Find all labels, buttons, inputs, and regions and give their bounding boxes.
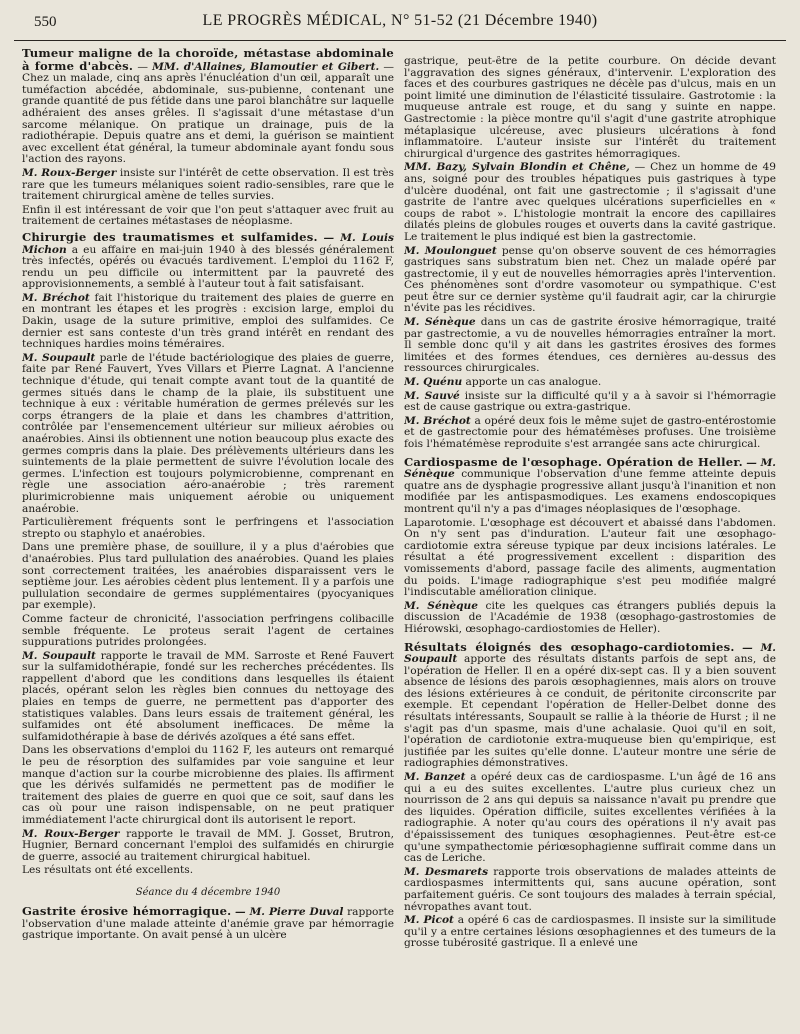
article-paragraph: Particulièrement fréquents sont le perfringens et l'association strepto ou staphylo et anaérobies. xyxy=(22,516,394,540)
speaker-name: M. Bréchot xyxy=(404,414,471,427)
article-paragraph: Comme facteur de chronicité, l'association perfringens colibacille semble fréquente. Le proteus serait l'agent de certaines suppurations putrides prolongées. xyxy=(22,612,394,649)
right-column xyxy=(404,56,776,1030)
article-paragraph xyxy=(22,903,394,942)
speaker-name: M. Desmarets xyxy=(404,865,489,878)
page-number: 550 xyxy=(34,14,57,30)
paragraph-text: a opéré deux fois le même sujet de gastro-entérostomie et de gastrectomie pour des hématémèses profuses. Une troisième fois l'hématémèse reproduite s'est arrangée sans acte chirurgical. xyxy=(404,414,776,450)
article-authors: — M. Pierre Duval xyxy=(235,905,344,918)
journal-title: LE PROGRÈS MÉDICAL, N° 51-52 (21 Décembre 1940) xyxy=(202,12,598,29)
article-authors: — M. Sénèque xyxy=(404,456,776,481)
article-paragraph: Dans les observations d'emploi du 1162 F, les auteurs ont remarqué le peu de résorption des sulfamides par voie sanguine et leur manque d'action sur la courbe microbienne des plaies. Ils affirment que les dérivés sulfamidés ne permettent pas de modifier le traitement des plaies de guerre en quoi que ce soit, sauf dans les cas où pour une raison indispensable, on ne peut pratiquer immédiatement l'acte chirurgical dont ils autorisent le report. xyxy=(22,744,394,826)
article-choroid-tumor xyxy=(22,48,394,228)
article-paragraph: gastrique, peut-être de la petite courbure. On décide devant l'aggravation des signes généraux, d'intervenir. L'exploration des faces et des courbures gastriques ne décèle pas d'ulcus, mais en un point limité une diminution de l'élasticité tissulaire. Gastrotomie : la muqueuse antrale est rouge, et du sang y suinte en nappe. Gastrectomie : la pièce montre qu'il s'agit d'une gastrite atrophique métaplasique ulcéreuse, avec plusieurs ulcérations à fond inflammatoire. L'auteur insiste sur l'intérêt du traitement chirurgical d'urgence des gastrites hémorragiques. xyxy=(404,56,776,160)
article-paragraph xyxy=(404,454,776,516)
article-paragraph: Les résultats ont été excellents. xyxy=(22,864,194,877)
article-paragraph xyxy=(404,772,776,865)
speaker-name: M. Soupault xyxy=(22,649,96,662)
speaker-name: M. Bréchot xyxy=(22,291,90,304)
speaker-name: M. Roux-Berger xyxy=(22,827,120,840)
paragraph-text: rapporte le travail de MM. Sarroste et René Fauvert sur la sulfamidothérapie, fondé sur les recherches précédentes. Ils rappellent d'abord que les conditions dans lesquelles ils étaient placés, opérant selon les règles bien connues du nettoyage des plaies en temps de guerre, ne permettent pas d'apporter des statistiques valables. Dans leurs essais de traitement général, les sulfamides ont été absolument inefficaces. De même la sulfamidothérapie à base de dérivés azoïques a été sans effet. xyxy=(22,649,394,743)
speaker-name: M. Sénèque xyxy=(404,599,478,612)
speaker-name: M. Picot xyxy=(404,914,454,927)
speaker-name: M. Roux-Berger xyxy=(22,166,117,179)
article-erosive-gastritis-continued xyxy=(404,56,776,451)
paragraph-text: fait l'historique du traitement des plaies de guerre en en montrant les étapes et les progrès : excision large, emploi du Dakin, usage de la suture primitive, emploi des sulfamides. Ce dernier est sans conteste d'un très grand intérêt en rendant des techniques hardies moins téméraires. xyxy=(22,291,394,351)
speaker-name: M. Sénèque xyxy=(404,316,476,329)
article-authors: MM. d'Allaines, Blamoutier et Gibert. xyxy=(152,60,380,73)
article-paragraph xyxy=(404,416,776,451)
article-heading: Résultats éloignés des œsophago-cardiotomies. xyxy=(404,639,735,654)
paragraph-text: parle de l'étude bactériologique des plaies de guerre, faite par René Fauvert, Yves Villars et Pierre Lagnat. A l'ancienne technique d'étude, qui tenait compte avant tout de la quantité de germes situés dans le champ de la plaie, ils substituent une technique à eux : véritable humération de germes prélevés sur les corps étrangers de la plaie et dans les chambres d'attrition, contrôlée par l'ensemencement ultérieur sur milieux aérobies ou anaérobies. Ainsi ils obtiennent une notion beaucoup plus exacte des germes compris dans la plaie. Des prélèvements ultérieurs dans les suintements de la plaie permettent de suivre l'évolution locale des germes. L'infection est toujours polymicrobienne, comprenant en règle une association aéro-anaérobie ; très rarement plurimicrobienne mais uniquement aérobie ou uniquement anaérobie. xyxy=(22,351,394,515)
article-paragraph xyxy=(22,829,394,864)
speaker-name: M. Banzet xyxy=(404,771,466,784)
article-paragraph xyxy=(22,168,394,203)
article-paragraph xyxy=(404,391,776,414)
article-paragraph xyxy=(404,915,776,950)
speaker-name: M. Sauvé xyxy=(404,389,460,402)
article-authors: — M. Louis Michon xyxy=(22,231,394,256)
paragraph-text: cite les quelques cas étrangers publiés depuis la discussion de l'Académie de 1938 (œsophago-gastrostomies de Hiérowski, œsophago-cardiostomies de Heller). xyxy=(404,599,776,635)
paragraph-text: — Chez un homme de 49 ans, soigné pour des troubles hépatiques puis gastriques à type d'ulcère duodénal, ont fait une gastrectomie ; il s'agissait d'une gastrite de l'antre avec quelques ulcérations superficielles en « coups de rabot ». L'histologie montrait la encore des capillaires dilatés pleins de globules rouges et ouverts dans la cavité gastrique. Le traitement le plus indiqué est bien la gastrectomie. xyxy=(404,161,776,243)
article-paragraph xyxy=(404,317,776,375)
article-paragraph xyxy=(404,377,776,389)
speaker-name: M. Soupault xyxy=(22,351,96,364)
speaker-name: M. Moulonguet xyxy=(404,244,497,257)
article-paragraph xyxy=(404,162,776,243)
article-trauma-sulfamides xyxy=(22,229,394,877)
article-paragraph xyxy=(22,353,394,515)
paragraph-text: a opéré deux cas de cardiospasme. L'un âgé de 16 ans qui a eu des suites excellentes. L'autre plus curieux chez un nourrisson de 2 ans qui depuis sa naissance n'avait pu prendre que des liquides. Opération difficile, suites excellentes vérifiées à la radiographie. A noter qu'au cours des opérations il n'y avait pas d'épaississement des tuniques œsophagiennes. Peut-être est-ce qu'une sympathectomie périœsophagienne suffirait comme dans un cas de Leriche. xyxy=(404,771,776,865)
paragraph-text: rapporte le travail de MM. J. Gosset, Brutron, Hugnier, Bernard concernant l'emploi des sulfamidés en chirurgie de guerre, associé au traitement chirurgical habituel. xyxy=(22,827,394,863)
article-heading: Chirurgie des traumatismes et sulfamides. xyxy=(22,229,318,244)
article-paragraph xyxy=(404,867,776,913)
speaker-name: MM. Bazy, Sylvain Blondin et Chêne, xyxy=(404,161,630,174)
article-paragraph xyxy=(22,293,394,351)
article-authors: — M. Soupault xyxy=(404,641,776,666)
article-erosive-gastritis xyxy=(22,903,394,942)
article-paragraph: Enfin il est intéressant de voir que l'on peut s'attaquer avec fruit au traitement de certaines métastases de néoplasme. xyxy=(22,203,394,228)
paragraph-text: rapporte trois observations de malades atteints de cardiospasmes intermittents qui, sans aucune opération, sont parfaitement guéris. Ce sont toujours des malades à terrain spécial, névropathes avant tout. xyxy=(404,865,776,913)
paragraph-text: communique l'observation d'une femme atteinte depuis quatre ans de dysphagie progressive allant jusqu'à l'inanition et non modifiée par les antispasmodiques. Les examens endoscopiques montrent qu'il n'y a pas d'images néoplasiques de l'œsophage. xyxy=(404,468,776,515)
paragraph-text: pense qu'on observe souvent de ces hémorragies gastriques sans substratum bien net. Chez un malade opéré par gastrectomie, il y eut de nouvelles hémorragies après l'intervention. Ces phénomènes sont d'ordre vasomoteur ou sympathique. C'est peut être sur ce dernier système qu'il faudrait agir, car la chirurgie n'évite pas les récidives. xyxy=(404,244,776,315)
article-heading: Tumeur maligne de la choroïde, métastase abdominale à forme d'abcès. xyxy=(22,48,394,73)
session-date: Séance du 4 décembre 1940 xyxy=(135,886,281,898)
article-paragraph xyxy=(404,246,776,316)
article-heading: Gastrite érosive hémorragique. xyxy=(22,903,232,918)
article-paragraph xyxy=(22,229,394,291)
paragraph-text: apporte des résultats distants parfois de sept ans, de l'opération de Heller. Il en a opéré dix-sept cas. Il y a bien souvent absence de lésions des parois œsophagiennes, mais alors on trouve des lésions extérieures à ce conduit, de péritonite circonscrite par exemple. Et cependant l'opération de Heller-Delbet donne des résultats intéressants, Soupault se rallie à la théorie de Hurst ; il ne s'agit pas d'un spasme, mais d'une achalasie. Quoi qu'il en soit, l'opération de cardiotonie extra-muqueuse bien qu'empirique, est justifiée par les suites qu'elle donne. L'auteur montre une série de radiographies démonstratives. xyxy=(404,653,776,770)
article-paragraph: Tumeur maligne de la choroïde, métastase abdominale à forme d'abcès. — MM. d'Allaines, Blamoutier et Gibert. — Chez un malade, cinq ans après l'énucléation d'un œil, apparaît une tuméfaction abcédée, abdominale, sus-pubienne, contenant une grande quantité de pus fétide dans une paroi blanchâtre sur laquelle adhéraient des anses grêles. Il s'agissait d'une métastase d'un sarcome mélanique. On pratique un drainage, puis de la radiothérapie. Depuis quatre ans et demi, la guérison se maintient avec excellent état général, la tumeur abdominale ayant fondu sous l'action des rayons. xyxy=(22,48,394,166)
speaker-name: M. Quénu xyxy=(404,376,463,389)
article-cardiotomy-results xyxy=(404,639,776,950)
left-column xyxy=(22,48,394,1030)
paragraph-text: insiste sur l'intérêt de cette observation. Il est très rare que les tumeurs mélaniques soient radio-sensibles, rare que le traitement chirurgical amène de telles survies. xyxy=(22,166,394,203)
article-paragraph: Dans une première phase, de souillure, il y a plus d'aérobies que d'anaérobies. Plus tard pullulation des anaérobies. Quand les plaies sont correctement traitées, les anaérobies disparaissent vers le septième jour. Les aérobies cèdent plus lentement. Il y a parfois une pullulation secondaire de germes supplémentaires (pyocyaniques par exemple). xyxy=(22,541,394,612)
article-paragraph: Laparotomie. L'œsophage est découvert et abaissé dans l'abdomen. On n'y sent pas d'induration. L'auteur fait une œsophago-cardiotomie extra séreuse typique par deux incisions latérales. Le résultat a été progressivement excellent : disparition des vomissements d'abord, passage facile des aliments, augmentation du poids. L'image radiographique s'est peu modifiée malgré l'indiscutable amélioration clinique. xyxy=(404,516,776,599)
paragraph-text: a opéré 6 cas de cardiospasmes. Il insiste sur la similitude qu'il y a entre certaines lésions œsophagiennes et des tumeurs de la grosse tubérosité gastrique. Il a enlevé une xyxy=(404,914,776,950)
paragraph-text: apporte un cas analogue. xyxy=(462,376,602,389)
paragraph-text: rapporte l'observation d'une malade atteinte d'anémie grave par hémorragie gastrique importante. On avait pensé à un ulcère xyxy=(22,905,394,942)
paragraph-text: dans un cas de gastrite érosive hémorragique, traité par gastrectomie, a vu de nouvelles hémorragies entraîner la mort. Il semble donc qu'il y ait dans les gastrites érosives des formes limitées et des formes étendues, ces dernières au-dessus des ressources chirurgicales. xyxy=(404,316,776,375)
article-paragraph xyxy=(404,601,776,636)
paragraph-text: a eu affaire en mai-juin 1940 à des blessés généralement très infectés, opérés ou évacués tardivement. L'emploi du 1162 F, rendu un peu difficile ou intermittent par la pauvreté des approvisionnements, a semblé à l'auteur tout à fait satisfaisant. xyxy=(22,243,394,291)
article-heading: Cardiospasme de l'œsophage. Opération de Heller. xyxy=(404,454,743,469)
article-paragraph xyxy=(404,639,776,771)
article-paragraph xyxy=(22,651,394,744)
paragraph-text: insiste sur la difficulté qu'il y a à savoir si l'hémorragie est de cause gastrique ou extra-gastrique. xyxy=(404,389,776,414)
article-cardiospasm-heller xyxy=(404,454,776,636)
page-header xyxy=(14,10,786,41)
paragraph-text: — Chez un malade, cinq ans après l'énucléation d'un œil, apparaît une tuméfaction abcédée, abdominale, sus-pubienne, contenant une grande quantité de pus fétide dans une paroi blanchâtre sur laquelle adhéraient des anses grêles. Il s'agissait d'une métastase d'un sarcome mélanique. On pratique un drainage, puis de la radiothérapie. Depuis quatre ans et demi, la guérison se maintient avec excellent état général, la tumeur abdominale ayant fondu sous l'action des rayons. xyxy=(22,60,394,166)
